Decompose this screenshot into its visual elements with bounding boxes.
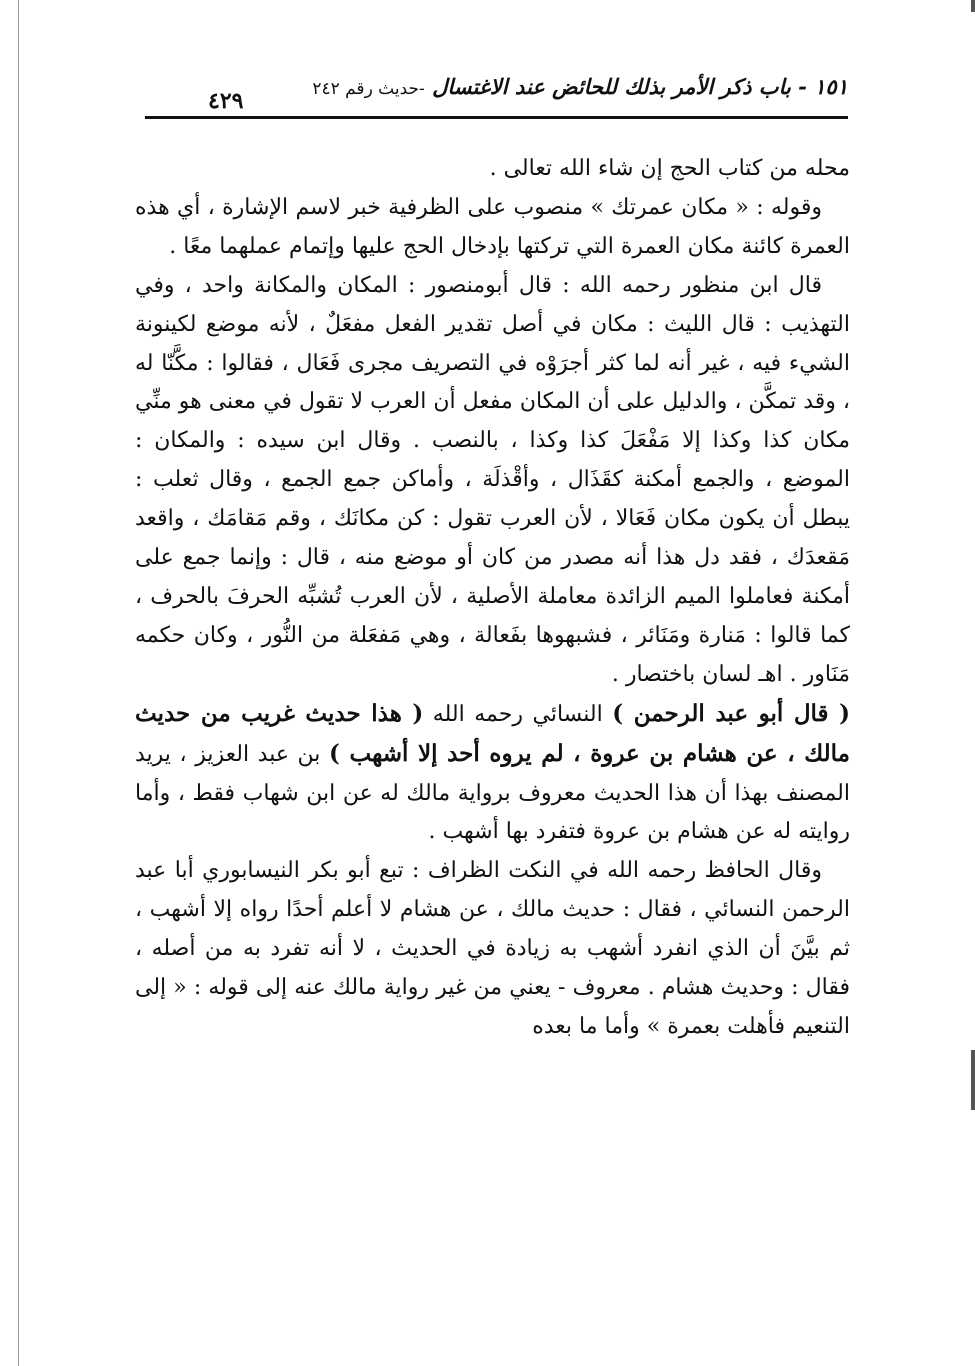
scan-edge-mark (971, 0, 975, 12)
running-title (312, 74, 848, 99)
quoted-text: ( هذا حديث غريب من حديث مالك ، عن هشام بن عروة ، لم يروه أحد إلا أشهب ) (135, 699, 851, 767)
header-rule (145, 116, 848, 119)
paragraph: قال ابن منظور رحمه الله : قال أبومنصور : المكان والمكانة واحد ، وفي التهذيب : قال الليث : مكان في أصل تقدير الفعل مفعَلٌ ، لأنه موضع لكينونة الشيء فيه ، غير أنه لما كثر أجرَوْه في التصريف مجرى فَعَال ، فقالوا : مكَّنّا له ، وقد تمكَّن ، والدليل على أن المكان مفعل أن العرب لا تقول في معنى هو منِّي مكان كذا وكذا إلا مَفْعَلَ كذا وكذا ، بالنصب . وقال ابن سيده : والمكان : الموضع ، والجمع أمكنة كقَذَال ، وأقْذلَة ، وأماكن جمع الجمع ، وقال ثعلب : يبطل أن يكون مكان فَعَالا ، لأن العرب تقول : كن مكانَك ، وقم مَقامَك ، واقعد مَقعدَك ، فقد دل هذا أنه مصدر من كان أو موضع منه ، قال : وإنما جمع على أمكنة فعاملوا الميم الزائدة معاملة الأصلية ، لأن العرب تُشبِّه الحرفَ بالحرف ، كما قالوا : مَنارة ومَنَائر ، فشبهوها بفَعالة ، وهي مَفعَلة من النُّور ، وكان حكمه مَنَاور . اهـ لسان باختصار . (135, 272, 850, 687)
plain-text: النسائي رحمه الله (432, 701, 603, 727)
quoted-text: ( قال أبو عبد الرحمن ) (612, 699, 850, 727)
paragraph-commentary (135, 695, 850, 853)
main-text (135, 150, 850, 1047)
hadith-reference: -حديث رقم ٢٤٢ (312, 79, 425, 99)
paragraph: وقوله : « مكان عمرتك » منصوب على الظرفية خبر لاسم الإشارة ، أي هذه العمرة كائنة مكان العمرة التي تركتها بإدخال الحج عليها وإتمام عملهما معًا . (135, 194, 850, 259)
scan-edge-mark (971, 1050, 975, 1110)
chapter-title: ١٥١ - باب ذكر الأمر بذلك للحائض عند الاغتسال (432, 74, 848, 99)
plain-text: بن عبد العزيز ، يريد المصنف بهذا أن هذا الحديث معروف برواية مالك له عن ابن شهاب فقط ، وأما روايته له عن هشام بن عروة فتفرد بها أشهب . (135, 741, 850, 845)
scan-left-edge-line (18, 0, 19, 1366)
page-number: ٤٢٩ (200, 88, 251, 114)
paragraph: محله من كتاب الحج إن شاء الله تعالى . (489, 156, 850, 181)
page-header (145, 74, 848, 126)
paragraph: وقال الحافظ رحمه الله في النكت الظراف : تبع أبو بكر النيسابوري أبا عبد الرحمن النسائي ، فقال : حديث مالك ، عن هشام لا أعلم أحدًا رواه إلا أشهب ، ثم بيَّنَ أن الذي انفرد أشهب به زيادة في الحديث ، لا أنه تفرد به من أصله ، فقال : وحديث هشام . معروف - يعني من غير رواية مالك عنه إلى قوله : « إلى التنعيم فأهلت بعمرة » وأما ما بعده (135, 858, 850, 1039)
